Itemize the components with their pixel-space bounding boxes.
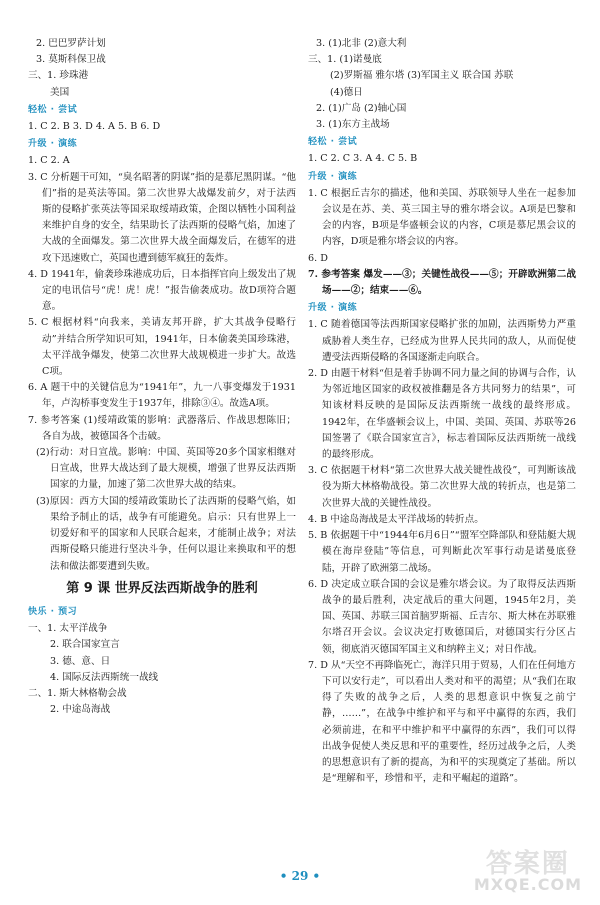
answer-line: 美国 (50, 86, 70, 98)
watermark-logo (474, 851, 582, 893)
page-number: • 29 • (279, 869, 321, 883)
answer-paragraph: 4. B 中途岛海战是太平洋战场的转折点。 (308, 513, 484, 525)
answer-line: 2. 中途岛海战 (50, 704, 111, 716)
answer-line: 2. 联合国家宣言 (50, 639, 120, 651)
answer-paragraph: 5. B 依据题干中“1944年6月6日”“盟军空降部队和登陆艇大规模在海岸登陆”等信息，可判断此次军事行动是诺曼底登陆，开辟了欧洲第二战场。 (308, 530, 576, 574)
answer-line: 三、1. 珍珠港 (28, 70, 89, 82)
answer-paragraph: 7. 参考答案 (1)绥靖政策的影响：武器落后、作战思想陈旧；各自为战，被德国各个击破。 (28, 414, 296, 442)
answer-paragraph: 6. D 决定成立联合国的会议是雅尔塔会议。为了取得反法西斯战争的最后胜利，决定战后的重大问题，1945年2月，美国、英国、苏联三国首脑罗斯福、丘吉尔、斯大林在苏联雅尔塔召开会议。会议决定打败德国后，对德国实行分区占领，彻底消灭德国军国主义和纳粹主义；对日作战。 (308, 578, 576, 655)
section-header: 升级 · 演练 (308, 171, 358, 182)
answer-paragraph: 1. C 根据丘吉尔的描述，他和美国、苏联领导人坐在一起参加会议是在苏、美、英三国主导的雅尔塔会议。A项是巴黎和会的内容，B项是华盛顿会议的内容，C项是慕尼黑会议的内容，D项是雅尔塔会议的内容。 (308, 187, 576, 248)
section-header: 升级 · 演练 (28, 139, 78, 150)
answer-line: 3. 莫斯科保卫战 (36, 54, 106, 66)
answer-line: 2. (1)广岛 (2)轴心国 (316, 102, 407, 114)
section-header: 快乐 · 预习 (28, 606, 78, 617)
answer-line: 1. C 2. B 3. D 4. A 5. B 6. D (28, 121, 161, 133)
watermark-bottom: MXQE.COM (473, 875, 582, 894)
answer-line: (2)罗斯福 雅尔塔 (3)军国主义 联合国 苏联 (330, 70, 514, 82)
answer-line: 1. C 2. C 3. A 4. C 5. B (308, 153, 418, 165)
section-header: 升级 · 演练 (308, 303, 358, 314)
answer-line: 一、1. 太平洋战争 (28, 623, 108, 635)
answer-line: (4)德日 (330, 86, 363, 98)
answer-paragraph: (3)原因：西方大国的绥靖政策助长了法西斯的侵略气焰，如果给予制止的话，战争有可能避免。启示：只有世界上一切爱好和平的国家和人民联合起来，才能制止战争；对法西斯侵略只能进行坚决斗争，任何以退让来换取和平的想法和做法都要遭到失败。 (36, 495, 296, 572)
answer-paragraph: 7. 参考答案 爆发——③；关键性战役——⑤；开辟欧洲第二战场——②；结束——⑥。 (308, 268, 576, 297)
answer-paragraph: 6. A 题干中的关键信息为“1941年”，九一八事变爆发于1931年，卢沟桥事变发生于1937年，排除③④。故选A项。 (28, 382, 296, 410)
answer-line: 6. D (308, 252, 328, 264)
left-column (28, 36, 296, 718)
answer-line: 3. (1)北非 (2)意大利 (316, 38, 407, 49)
answer-line: 4. 国际反法西斯统一战线 (50, 671, 159, 683)
answer-line: 3. (1)东方主战场 (316, 119, 390, 131)
answer-line: 2. 巴巴罗萨计划 (36, 38, 106, 49)
answer-paragraph: 7. D 从“天空不再降临死亡，海洋只用于贸易，人们在任何地方下可以安行走”，可以看出人类对和平的渴望；从“我们在取得了失败的战争之后，人类的思想意识中恢复之前宁静，……”，在战争中维护和平与和平中赢得的东西，我们必须前进，在和平中维护和平中赢得的东西”，我们可以得出战争促使人类反思和平的重要性，经历过战争之后，人类的思想意识有了新的提高，为和平的实现奠定了基础。所以是“理解和平，珍惜和平，走和平崛起的道路”。 (308, 659, 576, 785)
watermark-top: 答案圈 (485, 849, 570, 879)
answer-line: 三、1. (1)诺曼底 (308, 54, 382, 66)
answer-paragraph: 3. C 分析题干可知，“臭名昭著的阴谋”指的是慕尼黑阴谋。“他们”指的是英法等国。第二次世界大战爆发前夕，对于法西斯的侵略扩张英法等国采取绥靖政策，企图以牺牲小国利益来维护自身的安全，结果助长了法西斯的侵略气焰，加速了大战的全面爆发。第二次世界大战全面爆发后，在德军的进攻下迅速败亡，英国也遭到德军疯狂的轰炸。 (28, 171, 296, 264)
answer-paragraph: 5. C 根据材料“向我来，美请友邦开辟，扩大其战争侵略行动”并结合所学知识可知，1941年，日本偷袭美国珍珠港，太平洋战争爆发，使第二次世界大战规模进一步扩大。故选C项。 (28, 317, 296, 378)
answer-paragraph: 3. C 依据题干材料“第二次世界大战关键性战役”，可判断该战役为斯大林格勒战役。第二次世界大战的转折点，也是第二次世界大战的关键性战役。 (308, 465, 576, 509)
answer-paragraph: 4. D 1941年，偷袭珍珠港成功后，日本指挥官向上级发出了规定的电讯信号“虎！虎！虎！”报告偷袭成功。故D项符合题意。 (28, 268, 297, 313)
answer-paragraph: 2. D 由题干材料“但是着手协调不同力量之间的协调与合作，认为邻近地区国家的政权被推翻是各方共同努力的结果”，可知该材料反映的是国际反法西斯统一战线的最终形成。1942年，在华盛顿会议上，中国、美国、英国、苏联等26国签署了《联合国家宣言》，标志着国际反法西斯统一战线的最终形成。 (308, 368, 576, 461)
answer-paragraph: (2)行动：对日宣战。影响：中国、英国等20多个国家相继对日宣战，世界大战达到了最大规模，增强了世界反法西斯国家的力量，加速了第二次世界大战的结束。 (36, 447, 296, 491)
answer-line: 二、1. 斯大林格勒会战 (28, 687, 127, 699)
section-header: 轻松 · 尝试 (308, 137, 358, 148)
right-column (308, 36, 576, 787)
section-header: 轻松 · 尝试 (28, 104, 78, 115)
answer-line: 1. C 2. A (28, 155, 70, 167)
answer-line: 3. 德、意、日 (50, 655, 111, 667)
lesson-title: 第 9 课 世界反法西斯战争的胜利 (66, 580, 258, 596)
answer-paragraph: 1. C 随着德国等法西斯国家侵略扩张的加剧，法西斯势力严重威胁着人类生存，已经成为世界人民共同的敌人，从而促使遭受法西斯侵略的各国逐渐走向联合。 (308, 319, 576, 363)
